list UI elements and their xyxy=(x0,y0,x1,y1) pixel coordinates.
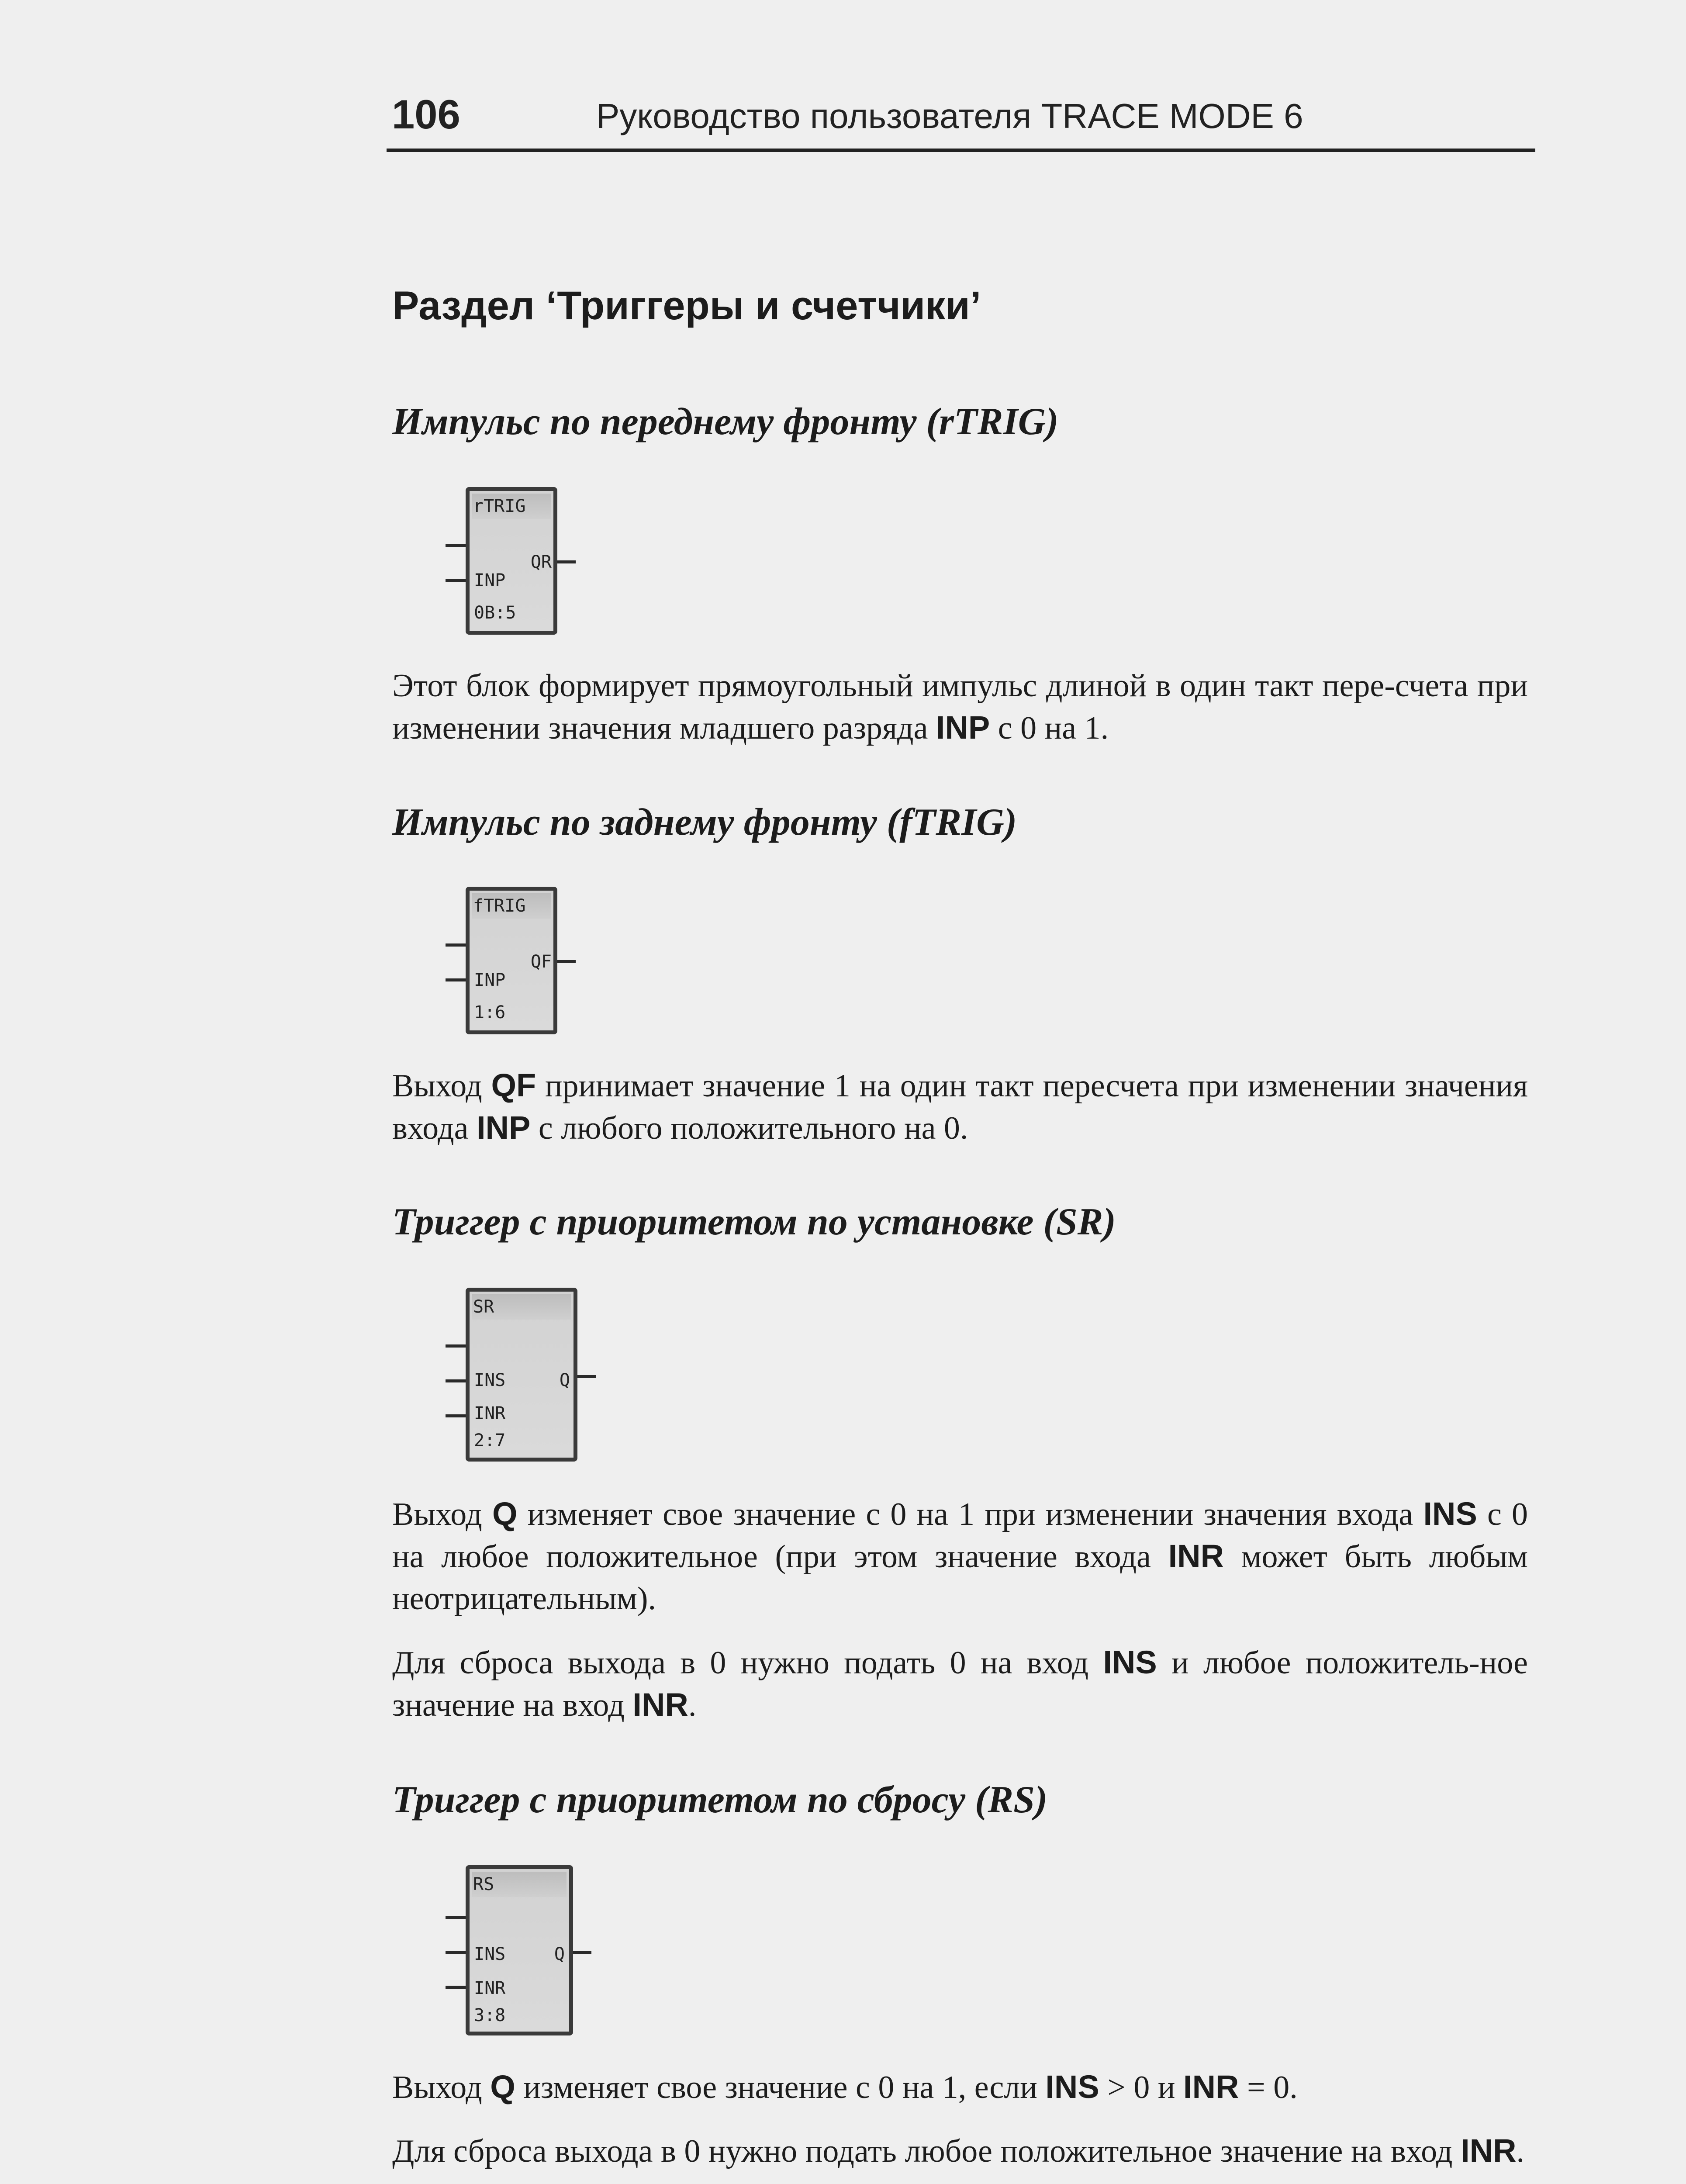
sr-heading: Триггер с приоритетом по установке (SR) xyxy=(392,1201,1116,1243)
keyword: INR xyxy=(632,1686,688,1723)
pin-line xyxy=(446,943,466,947)
pin-line xyxy=(446,1951,466,1954)
text: может быть любым неотрицательным). xyxy=(392,1539,1528,1617)
ftrig-function-block xyxy=(466,887,557,1034)
pin-line xyxy=(446,544,466,547)
keyword: INS xyxy=(1103,1644,1157,1680)
input-label: INS xyxy=(474,1370,506,1390)
text: Этот блок формирует прямоугольный импульс длиной в один такт пере-счета при изменении значения младшего разряда xyxy=(392,668,1528,746)
output-label: QR xyxy=(530,552,552,572)
running-title: Руководство пользователя TRACE MODE 6 xyxy=(596,97,1303,135)
output-label: QF xyxy=(530,952,552,972)
rs-description-1 xyxy=(392,2066,1528,2108)
input-label: INP xyxy=(474,570,506,591)
pin-line xyxy=(446,1414,466,1417)
text: с 0 на 1. xyxy=(990,710,1109,746)
text: принимает значение 1 на один такт пересчета при изменении значения входа xyxy=(392,1068,1528,1146)
sr-description-2 xyxy=(392,1641,1528,1726)
text: с любого положительного на 0. xyxy=(530,1110,968,1146)
pin-line xyxy=(446,1379,466,1382)
keyword: INR xyxy=(1168,1538,1224,1574)
pin-line xyxy=(570,1951,591,1954)
keyword: INP xyxy=(936,709,990,746)
rtrig-heading: Импульс по переднему фронту (rTRIG) xyxy=(392,401,1059,443)
rs-heading: Триггер с приоритетом по сбросу (RS) xyxy=(392,1779,1048,1821)
text: . xyxy=(1516,2133,1525,2169)
text: . xyxy=(688,1687,697,1723)
text: Выход xyxy=(392,1068,491,1104)
block-id: 1:6 xyxy=(474,1002,506,1023)
input-label: INP xyxy=(474,970,506,990)
page-header xyxy=(387,87,1535,152)
text: Выход xyxy=(392,2070,491,2105)
ftrig-block-diagram xyxy=(446,887,577,1035)
pin-line xyxy=(446,579,466,582)
rtrig-description xyxy=(392,665,1528,749)
rs-block-diagram xyxy=(446,1865,603,2040)
keyword: INS xyxy=(1045,2069,1099,2105)
pin-line xyxy=(575,1375,596,1378)
text: Выход xyxy=(392,1496,492,1532)
block-title: SR xyxy=(472,1294,571,1320)
text: Для сброса выхода в 0 нужно подать любое положительное значение на вход xyxy=(392,2133,1461,2169)
input-label: INR xyxy=(474,1978,506,1998)
pin-line xyxy=(555,960,576,963)
block-title: rTRIG xyxy=(472,494,551,519)
block-id: 2:7 xyxy=(474,1431,506,1451)
section-title: Раздел ‘Триггеры и счетчики’ xyxy=(392,283,981,328)
rtrig-block-diagram xyxy=(446,487,577,636)
pin-line xyxy=(446,1986,466,1989)
keyword: INP xyxy=(477,1109,531,1146)
sr-function-block xyxy=(466,1288,577,1462)
input-label: INS xyxy=(474,1944,506,1964)
keyword: Q xyxy=(492,1496,518,1532)
text: = 0. xyxy=(1239,2070,1298,2105)
ftrig-heading: Импульс по заднему фронту (fTRIG) xyxy=(392,801,1017,843)
pin-line xyxy=(446,1344,466,1348)
text: > 0 и xyxy=(1099,2070,1184,2105)
block-title: fTRIG xyxy=(472,893,551,919)
text: Для сброса выхода в 0 нужно подать 0 на вход xyxy=(392,1645,1103,1681)
output-label: Q xyxy=(554,1944,565,1964)
block-id: 3:8 xyxy=(474,2005,506,2025)
keyword: QF xyxy=(491,1067,536,1103)
ftrig-description xyxy=(392,1064,1528,1149)
output-label: Q xyxy=(559,1370,570,1390)
text: и любое положитель-ное значение на вход xyxy=(392,1645,1528,1723)
rtrig-function-block xyxy=(466,487,557,635)
keyword: INS xyxy=(1423,1496,1477,1532)
pin-line xyxy=(446,978,466,981)
block-id: 0B:5 xyxy=(474,603,516,623)
keyword: INR xyxy=(1183,2069,1239,2105)
block-title: RS xyxy=(472,1872,567,1897)
keyword: Q xyxy=(490,2069,515,2105)
text: изменяет свое значение с 0 на 1 при изменении значения входа xyxy=(517,1496,1423,1532)
sr-description-1 xyxy=(392,1493,1528,1620)
rs-function-block xyxy=(466,1865,573,2035)
pin-line xyxy=(446,1916,466,1919)
page-number: 106 xyxy=(392,91,460,137)
text: с 0 на любое положительное (при этом значение входа xyxy=(392,1496,1528,1575)
pin-line xyxy=(555,560,576,563)
input-label: INR xyxy=(474,1403,506,1424)
rs-description-2 xyxy=(392,2130,1528,2172)
keyword: INR xyxy=(1461,2132,1517,2169)
sr-block-diagram xyxy=(446,1288,603,1462)
text: изменяет свое значение с 0 на 1, если xyxy=(515,2070,1046,2105)
